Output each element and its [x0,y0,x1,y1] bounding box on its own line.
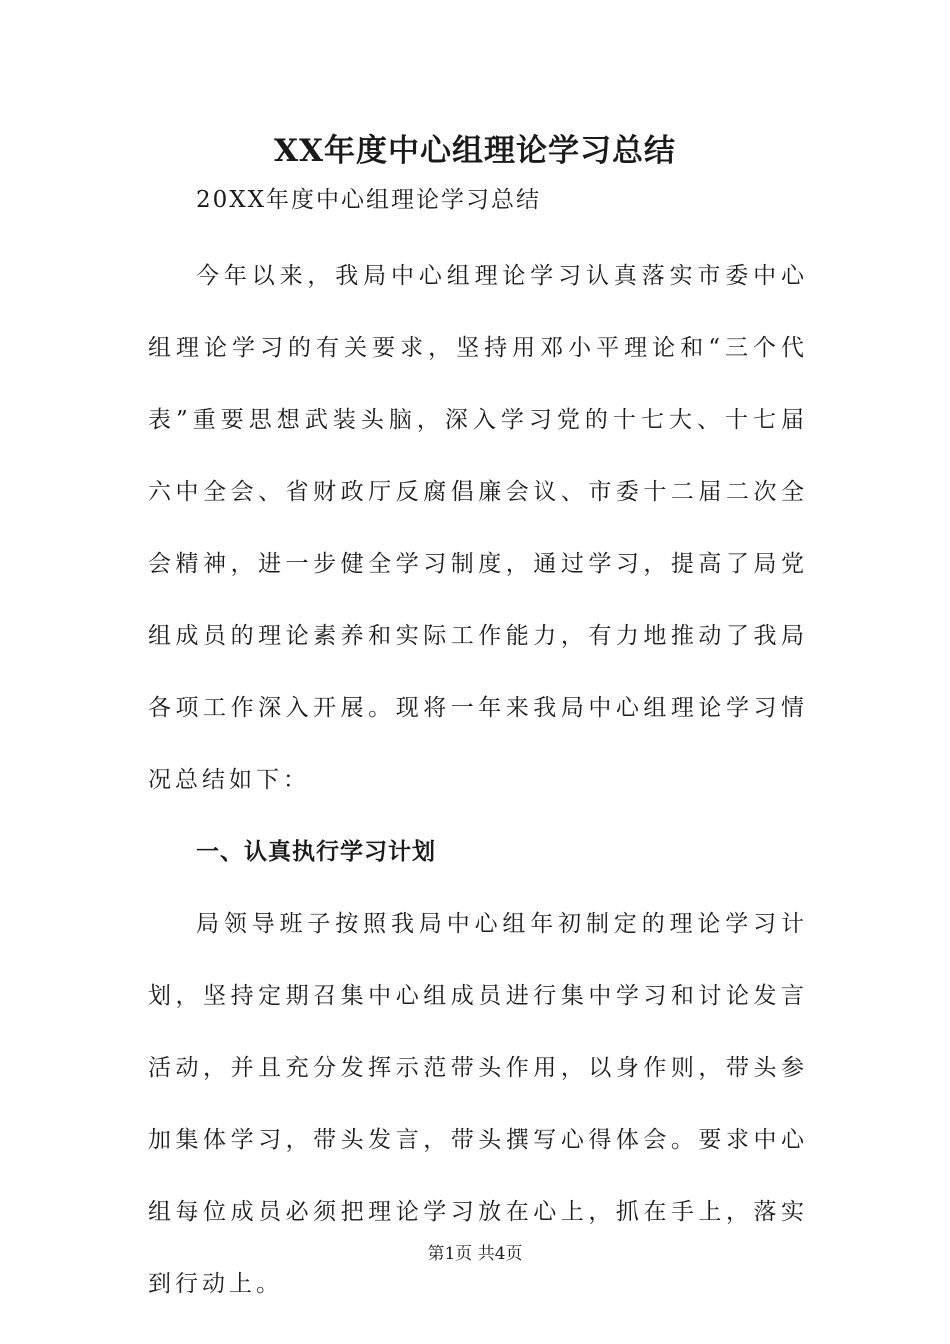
paragraph-section-1: 局领导班子按照我局中心组年初制定的理论学习计划，坚持定期召集中心组成员进行集中学习和讨论发言活动，并且充分发挥示范带头作用，以身作则，带头参加集体学习，带头发言，带头撰写心得体会。要求中心组每位成员必须把理论学习放在心上，抓在手上，落实到行动上。 [148,911,808,1297]
page-number: 第1页 共4页 [427,1244,523,1264]
paragraph-intro: 今年以来，我局中心组理论学习认真落实市委中心组理论学习的有关要求，坚持用邓小平理论和“三个代表”重要思想武装头脑，深入学习党的十七大、十七届六中全会、省财政厅反腐倡廉会议、市委十二届二次全会精神，进一步健全学习制度，通过学习，提高了局党组成员的理论素养和实际工作能力，有力地推动了我局各项工作深入开展。现将一年来我局中心组理论学习情况总结如下： [148,263,808,793]
section-heading-1: 一、认真执行学习计划 [196,839,436,865]
document-subtitle: 20XX年度中心组理论学习总结 [196,187,542,213]
document-body [148,240,808,1320]
document-title: XX年度中心组理论学习总结 [273,133,677,169]
